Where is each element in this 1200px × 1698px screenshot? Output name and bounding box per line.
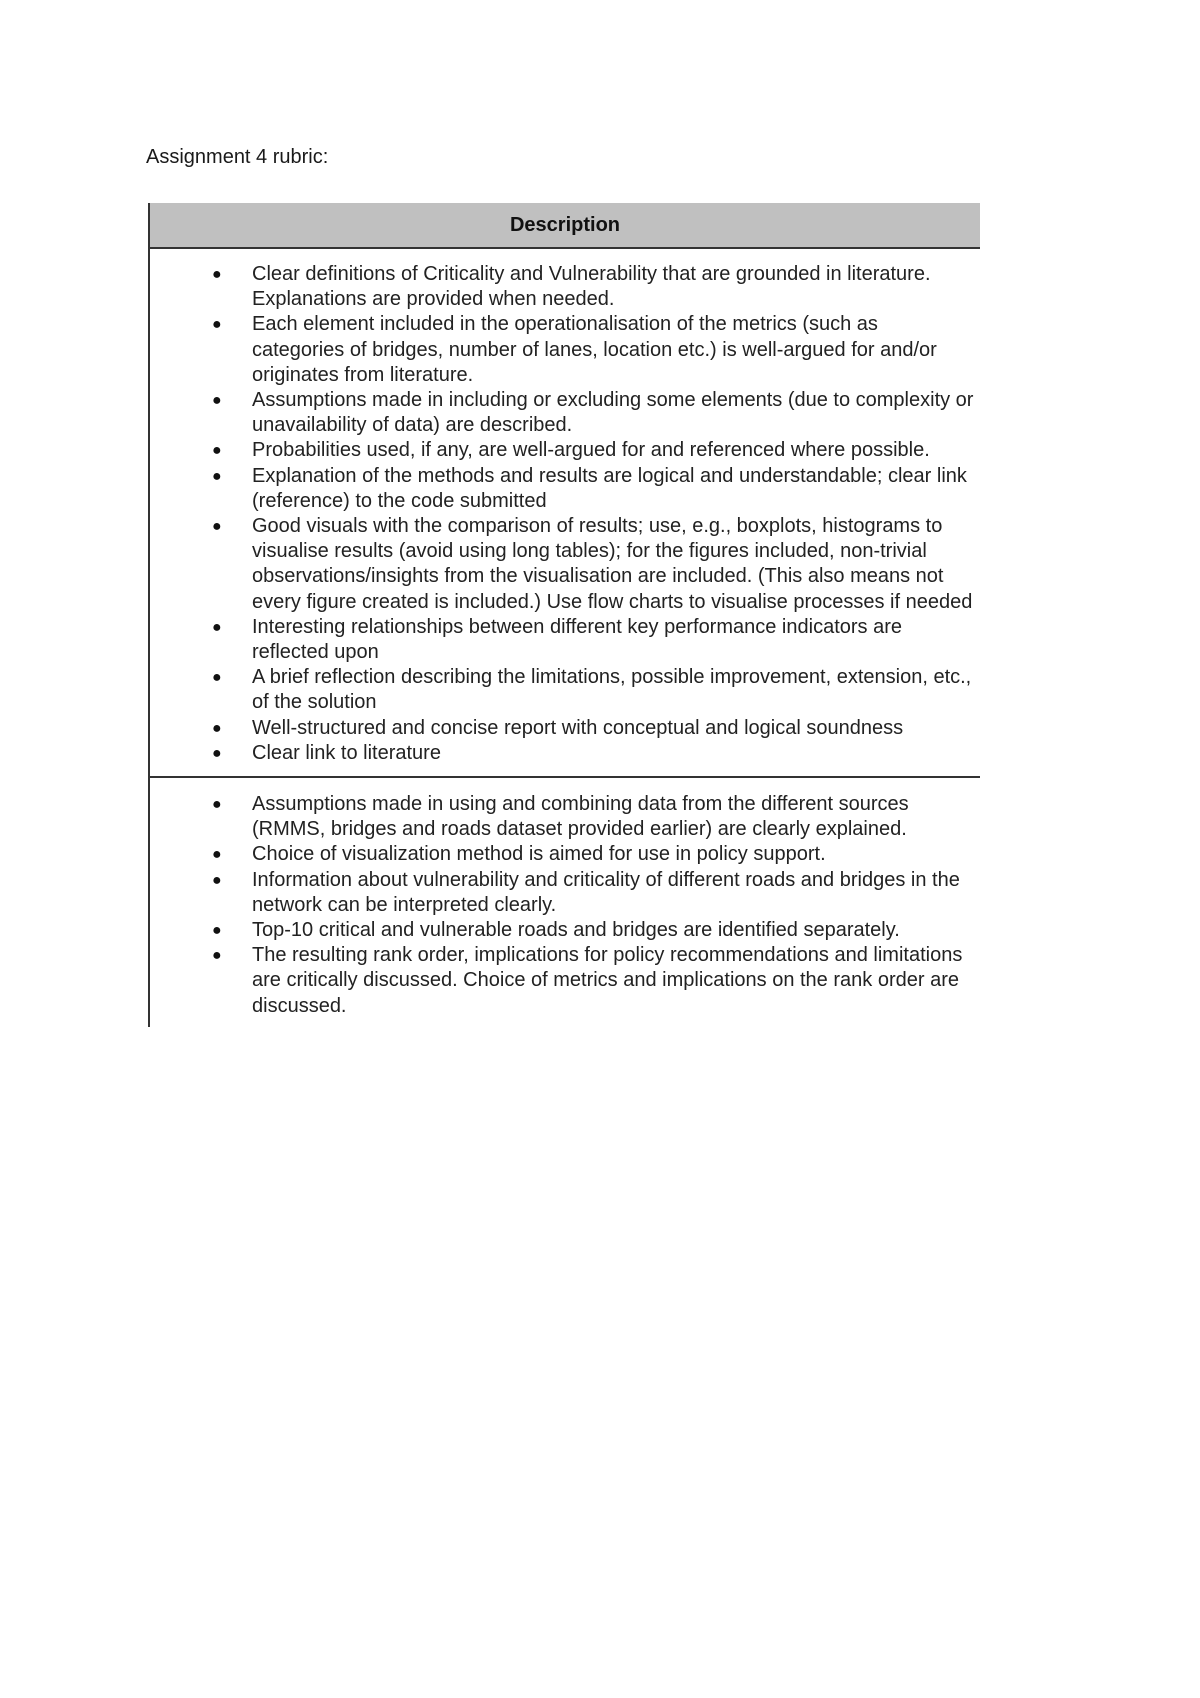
page-heading: Assignment 4 rubric: [146,146,329,168]
list-item-text: Explanation of the methods and results are logical and understandable; clear link (reference) to the code submitted [252,464,967,512]
bullet-icon: ● [212,316,222,334]
list-item-text: Clear definitions of Criticality and Vulnerability that are grounded in literature. Explanations are provided when needed. [252,263,931,311]
bullet-icon: ● [212,467,222,485]
list-item [150,918,980,943]
list-item-text: The resulting rank order, implications for policy recommendations and limitations are critically discussed. Choice of metrics and implications on the rank order are discussed. [252,944,963,1017]
list-item-text: Top-10 critical and vulnerable roads and bridges are identified separately. [252,919,900,942]
bullet-icon: ● [212,846,222,864]
list-item-text: Assumptions made in including or excluding some elements (due to complexity or unavailability of data) are described. [252,389,974,437]
list-item [150,792,980,842]
bullet-icon: ● [212,392,222,410]
list-item [150,464,980,514]
list-item-text: Assumptions made in using and combining data from the different sources (RMMS, bridges and roads dataset provided earlier) are clearly explained. [252,793,909,841]
list-item [150,262,980,312]
bullet-list [150,792,980,1019]
list-item-text: Probabilities used, if any, are well-argued for and referenced where possible. [252,439,930,462]
list-item-text: Good visuals with the comparison of results; use, e.g., boxplots, histograms to visualise results (avoid using long tables); for the figures included, non-trivial observations/insights from the visualisation are included. (This also means not every figure created is included.) Use flow charts to visualise processes if needed [252,515,973,613]
list-item [150,842,980,867]
list-item [150,514,980,615]
bullet-icon: ● [212,947,222,965]
bullet-icon: ● [212,518,222,536]
list-item-text: Interesting relationships between different key performance indicators are reflected upon [252,615,902,664]
list-item [150,943,980,1019]
list-item-text: A brief reflection describing the limitations, possible improvement, extension, etc., of the solution [252,666,972,714]
bullet-list [150,262,980,766]
bullet-icon: ● [212,669,222,687]
list-item [150,312,980,388]
list-item [150,741,980,766]
bullet-icon: ● [212,442,222,460]
list-item [150,438,980,463]
list-item-text: Well-structured and concise report with conceptual and logical soundness [252,716,904,739]
table-header-description: Description [150,203,980,249]
list-item-text: Choice of visualization method is aimed for use in policy support. [252,843,826,866]
list-item-text: Each element included in the operationalisation of the metrics (such as categories of bridges, number of lanes, location etc.) is well-argued for and/or originates from literature. [252,313,937,386]
rubric-table [148,203,980,1027]
bullet-icon: ● [212,266,222,283]
list-item [150,388,980,438]
bullet-icon: ● [212,871,222,889]
bullet-icon: ● [212,719,222,737]
bullet-icon: ● [212,922,222,940]
list-item [150,868,980,918]
bullet-icon: ● [212,796,222,814]
list-item-text: Information about vulnerability and criticality of different roads and bridges in the network can be interpreted clearly. [252,868,960,916]
list-item [150,716,980,741]
rubric-section-data [150,778,980,1027]
bullet-icon: ● [212,744,222,762]
list-item [150,615,980,665]
list-item [150,665,980,715]
rubric-section-report [150,249,980,778]
list-item-text: Clear link to literature [252,741,441,764]
bullet-icon: ● [212,618,222,636]
